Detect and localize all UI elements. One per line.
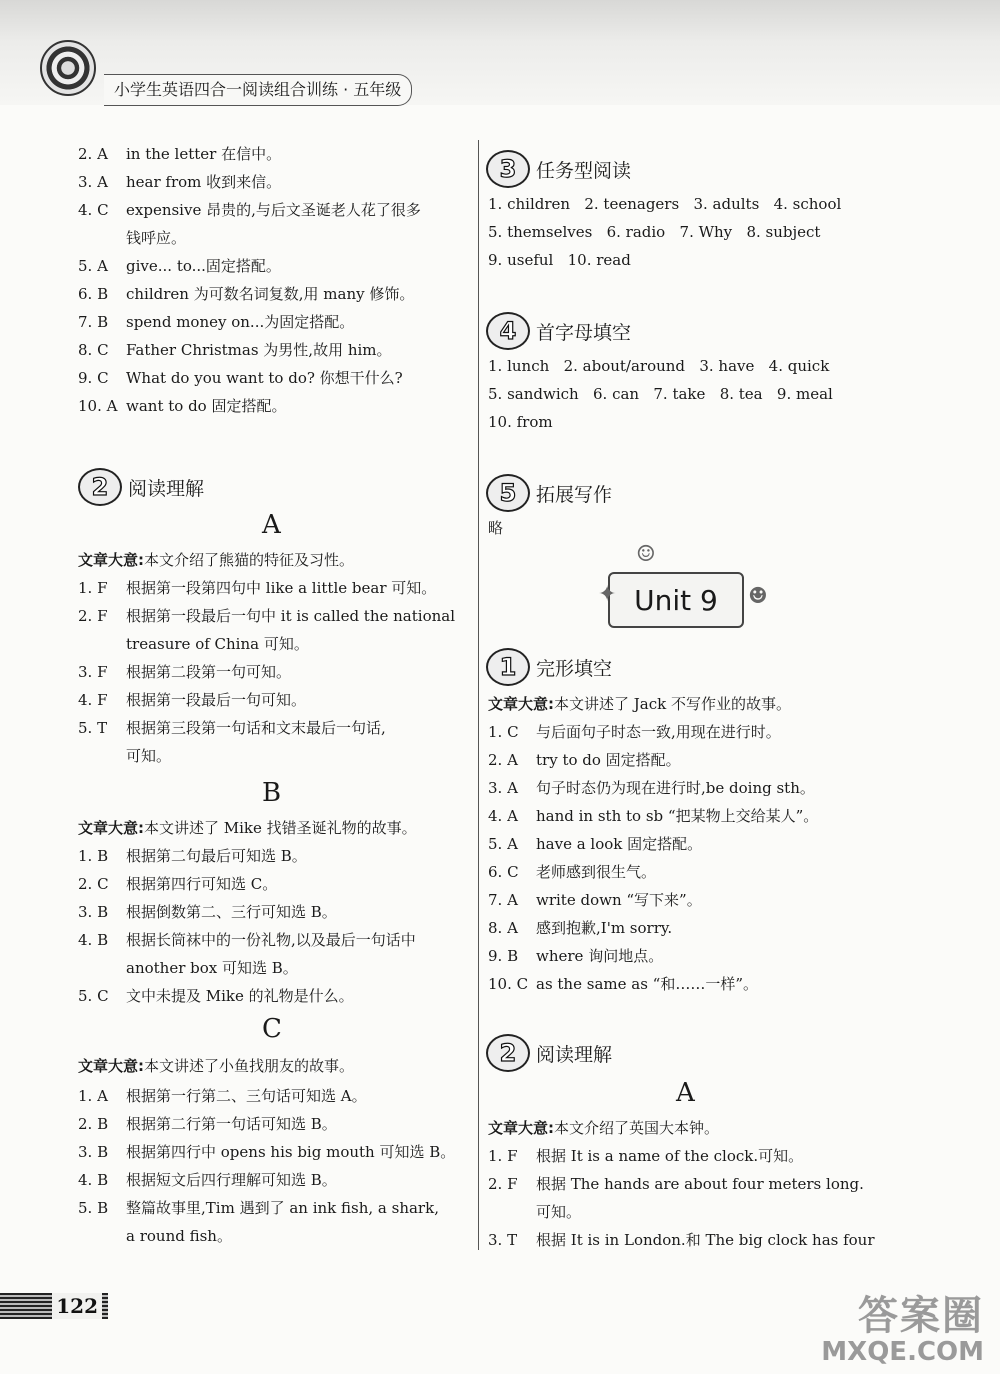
page-number: 122 — [52, 1293, 102, 1319]
target-logo-icon — [40, 40, 96, 96]
passage-letter: A — [676, 1078, 695, 1108]
answer-text: What do you want to do? 你想干什么? — [126, 369, 403, 387]
page-number-bar — [0, 1293, 108, 1319]
section-title: 完形填空 — [536, 657, 613, 680]
section-heading — [78, 468, 204, 506]
answer-text: another box 可知选 B。 — [126, 959, 298, 977]
answer-line — [78, 958, 298, 978]
section-heading — [486, 150, 631, 188]
passage-letter: B — [262, 778, 282, 808]
header-title: 小学生英语四合一阅读组合训练 · 五年级 — [104, 74, 412, 106]
answer-text: 根据第二段第一句可知。 — [126, 663, 292, 681]
answer-line — [78, 396, 286, 416]
answer-text: 根据第一行第二、三句话可知选 A。 — [126, 1087, 367, 1105]
section-title: 拓展写作 — [536, 483, 613, 506]
section-number-badge: 3 — [486, 150, 530, 188]
answer-text: try to do 固定搭配。 — [536, 751, 681, 769]
answer-text: 根据倒数第二、三行可知选 B。 — [126, 903, 337, 921]
watermark-title: 答案圈 — [858, 1293, 984, 1339]
summary-label: 文章大意: — [488, 1119, 554, 1137]
section-number-badge: 5 — [486, 474, 530, 512]
answer-key: 4. B — [78, 1171, 109, 1189]
answer-key: 4. F — [78, 691, 108, 709]
answer-key: 8. A — [488, 919, 518, 937]
answer-key: 2. B — [78, 1115, 109, 1133]
answer-text: children 为可数名词复数,用 many 修饰。 — [126, 285, 415, 303]
answer-line — [78, 340, 392, 360]
answer-key: 5. A — [488, 835, 518, 853]
answer-line — [488, 1174, 864, 1194]
summary-text: 本文讲述了 Jack 不写作业的故事。 — [554, 695, 791, 713]
summary-text: 本文讲述了 Mike 找错圣诞礼物的故事。 — [144, 819, 417, 837]
answer-text: 钱呼应。 — [126, 229, 187, 247]
answer-line — [78, 1142, 455, 1162]
section-heading — [486, 648, 612, 686]
answer-key: 10. A — [78, 397, 118, 415]
summary-label: 文章大意: — [488, 695, 554, 713]
answer-key: 2. A — [78, 145, 108, 163]
answer-line — [78, 634, 309, 654]
answer-line — [78, 1170, 337, 1190]
answer-key: 3. F — [78, 663, 108, 681]
answer-text: have a look 固定搭配。 — [536, 835, 703, 853]
answer-line — [78, 606, 455, 626]
article-summary — [488, 1118, 719, 1138]
section-title: 阅读理解 — [128, 477, 205, 500]
answer-text: 根据第四行中 opens his big mouth 可知选 B。 — [126, 1143, 456, 1161]
answer-text: 根据 It is in London.和 The big clock has four — [536, 1231, 875, 1249]
answer-key: 1. B — [78, 847, 109, 865]
answer-text: a round fish。 — [126, 1227, 232, 1245]
answer-text: 句子时态仍为现在进行时,be doing sth。 — [536, 779, 815, 797]
answer-line: 1. lunch 2. about/around 3. have 4. quick — [488, 357, 830, 375]
answer-key: 2. A — [488, 751, 518, 769]
answer-line — [488, 806, 818, 826]
answer-key: 1. F — [488, 1147, 518, 1165]
answer-key: 5. C — [78, 987, 109, 1005]
answer-line: 1. children 2. teenagers 3. adults 4. school — [488, 195, 842, 213]
answer-key: 7. A — [488, 891, 518, 909]
article-summary — [78, 550, 354, 570]
watermark — [821, 1284, 984, 1367]
summary-label: 文章大意: — [78, 819, 144, 837]
answer-text: spend money on...为固定搭配。 — [126, 313, 355, 331]
answer-line — [488, 946, 663, 966]
answer-line — [488, 918, 672, 938]
section-heading — [486, 474, 612, 512]
answer-key: 4. B — [78, 931, 109, 949]
answer-line — [488, 974, 758, 994]
answer-text: 感到抱歉,I'm sorry. — [536, 919, 673, 937]
answer-key: 3. B — [78, 1143, 109, 1161]
answer-key: 1. A — [78, 1087, 108, 1105]
article-summary — [78, 818, 417, 838]
answer-line — [78, 172, 281, 192]
section-number-badge: 1 — [486, 648, 530, 686]
answer-line — [78, 746, 171, 766]
answer-text: in the letter 在信中。 — [126, 145, 282, 163]
answer-key: 9. C — [78, 369, 109, 387]
article-summary — [78, 1056, 354, 1076]
answer-key: 10. C — [488, 975, 529, 993]
passage-letter: C — [262, 1014, 282, 1044]
answer-key: 3. A — [488, 779, 518, 797]
answer-line — [78, 144, 281, 164]
answer-key: 6. C — [488, 863, 519, 881]
section-title: 首字母填空 — [536, 321, 632, 344]
answer-line — [78, 1226, 232, 1246]
answer-key: 8. C — [78, 341, 109, 359]
answer-line — [78, 986, 354, 1006]
summary-text: 本文讲述了小鱼找朋友的故事。 — [144, 1057, 355, 1075]
child-figure-icon: ☻ — [748, 584, 768, 609]
section-heading — [486, 312, 631, 350]
answer-line — [78, 1114, 337, 1134]
answer-key: 9. B — [488, 947, 519, 965]
answer-key: 7. B — [78, 313, 109, 331]
section-heading — [486, 1034, 612, 1072]
answer-line — [488, 862, 656, 882]
child-figure-icon: ☺ — [636, 542, 656, 567]
answer-line — [78, 1086, 367, 1106]
answer-text: where 询问地点。 — [536, 947, 664, 965]
answer-text: 根据 The hands are about four meters long. — [536, 1175, 864, 1193]
answer-line — [78, 874, 277, 894]
summary-label: 文章大意: — [78, 1057, 144, 1075]
answer-text: 文中未提及 Mike 的礼物是什么。 — [126, 987, 354, 1005]
passage-letter: A — [262, 510, 281, 540]
answer-text: write down “写下来”。 — [536, 891, 702, 909]
summary-text: 本文介绍了英国大本钟。 — [554, 1119, 720, 1137]
answer-text: 根据第一段第四句中 like a little bear 可知。 — [126, 579, 437, 597]
answer-text: 根据第一段最后一句中 it is called the national — [126, 607, 456, 625]
answer-key: 3. B — [78, 903, 109, 921]
answer-key: 5. B — [78, 1199, 109, 1217]
answer-line — [488, 1146, 803, 1166]
answer-key: 1. C — [488, 723, 519, 741]
answer-text: give... to...固定搭配。 — [126, 257, 281, 275]
answer-key: 2. F — [488, 1175, 518, 1193]
answer-line — [488, 778, 815, 798]
answer-text: 根据第一段最后一句可知。 — [126, 691, 307, 709]
answer-line — [488, 1202, 581, 1222]
article-summary — [488, 694, 791, 714]
answer-text: hear from 收到来信。 — [126, 173, 282, 191]
answer-text: 根据短文后四行理解可知选 B。 — [126, 1171, 337, 1189]
answer-line — [78, 690, 306, 710]
answer-line — [78, 228, 186, 248]
answer-line — [78, 846, 307, 866]
answer-line — [78, 284, 414, 304]
answer-text: 根据第三段第一句话和文末最后一句话, — [126, 719, 386, 737]
answer-key: 1. F — [78, 579, 108, 597]
answer-line: 10. from — [488, 413, 553, 431]
answer-line — [78, 902, 337, 922]
answer-line — [488, 834, 702, 854]
summary-text: 本文介绍了熊猫的特征及习性。 — [144, 551, 355, 569]
answer-text: expensive 昂贵的,与后文圣诞老人花了很多 — [126, 201, 421, 219]
answer-line — [488, 890, 702, 910]
section-title: 任务型阅读 — [536, 159, 632, 182]
answer-key: 3. A — [78, 173, 108, 191]
answer-key: 5. A — [78, 257, 108, 275]
answer-key: 4. C — [78, 201, 109, 219]
answer-key: 2. C — [78, 875, 109, 893]
watermark-url: MXQE.COM — [821, 1337, 984, 1367]
answer-key: 3. T — [488, 1231, 518, 1249]
answer-text: 整篇故事里,Tim 遇到了 an ink fish, a shark, — [126, 1199, 439, 1217]
answer-line — [78, 1198, 439, 1218]
answer-line — [488, 1230, 875, 1250]
page-header — [0, 0, 1000, 105]
answer-line — [488, 750, 681, 770]
answer-line: 9. useful 10. read — [488, 251, 631, 269]
section-number-badge: 2 — [78, 468, 122, 506]
answer-line — [488, 722, 781, 742]
unit-heading: Unit 9 — [608, 572, 744, 628]
answer-text: 与后面句子时态一致,用现在进行时。 — [536, 723, 781, 741]
answer-text: 可知。 — [126, 747, 172, 765]
answer-text: hand in sth to sb “把某物上交给某人”。 — [536, 807, 819, 825]
answer-line — [78, 718, 386, 738]
answer-text: as the same as “和……一样”。 — [536, 975, 758, 993]
answer-line — [78, 930, 416, 950]
answer-text: treasure of China 可知。 — [126, 635, 309, 653]
answer-text: want to do 固定搭配。 — [126, 397, 287, 415]
summary-label: 文章大意: — [78, 551, 144, 569]
section-title: 阅读理解 — [536, 1043, 613, 1066]
section-number-badge: 2 — [486, 1034, 530, 1072]
answer-line — [78, 312, 354, 332]
answer-text: 根据第二行第一句话可知选 B。 — [126, 1115, 337, 1133]
answer-text: 根据长筒袜中的一份礼物,以及最后一句话中 — [126, 931, 416, 949]
answer-line — [78, 368, 403, 388]
column-divider — [478, 140, 479, 1250]
answer-text: 老师感到很生气。 — [536, 863, 657, 881]
writing-answer: 略 — [488, 519, 504, 537]
star-decoration-icon: ✦ — [598, 582, 617, 607]
answer-key: 4. A — [488, 807, 518, 825]
answer-text: Father Christmas 为男性,故用 him。 — [126, 341, 392, 359]
answer-text: 可知。 — [536, 1203, 582, 1221]
answer-line — [78, 200, 421, 220]
answer-line: 5. themselves 6. radio 7. Why 8. subject — [488, 223, 821, 241]
section-number-badge: 4 — [486, 312, 530, 350]
answer-line: 5. sandwich 6. can 7. take 8. tea 9. meal — [488, 385, 833, 403]
answer-text: 根据第二句最后可知选 B。 — [126, 847, 307, 865]
answer-line — [78, 256, 281, 276]
answer-key: 5. T — [78, 719, 108, 737]
answer-text: 根据第四行可知选 C。 — [126, 875, 278, 893]
answer-text: 根据 It is a name of the clock.可知。 — [536, 1147, 804, 1165]
answer-key: 6. B — [78, 285, 109, 303]
answer-line — [78, 578, 436, 598]
answer-key: 2. F — [78, 607, 108, 625]
answer-line — [78, 662, 291, 682]
